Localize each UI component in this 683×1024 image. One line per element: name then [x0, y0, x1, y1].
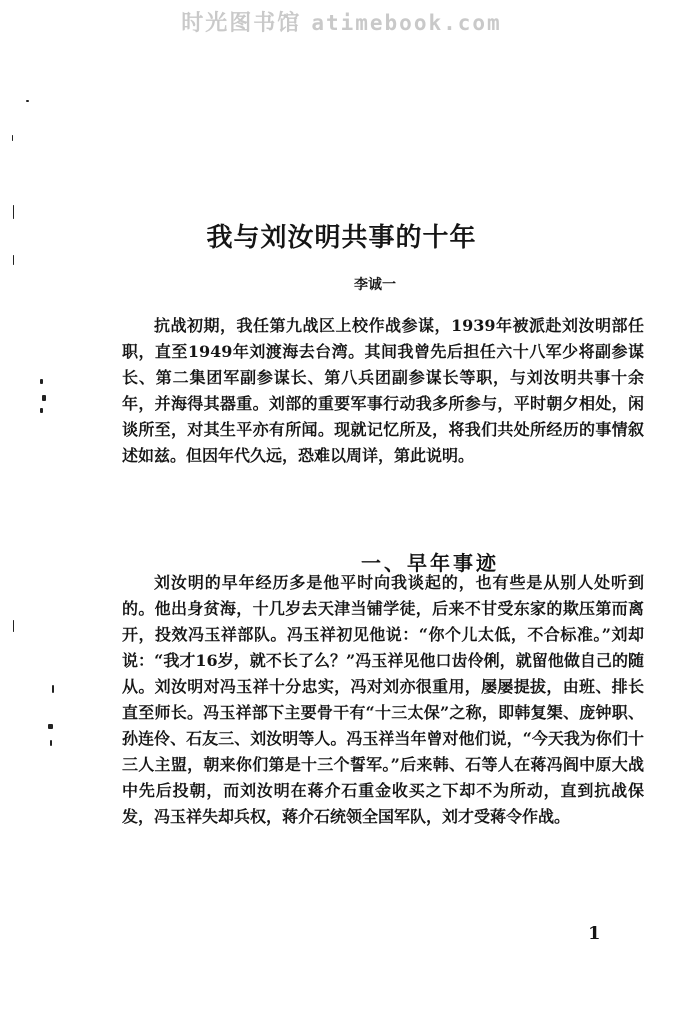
- article-author: 李诚一: [354, 277, 396, 293]
- scan-speck: [13, 255, 14, 265]
- page-number: 1: [588, 923, 601, 944]
- scan-speck: [26, 100, 29, 102]
- scan-speck: [52, 685, 54, 693]
- watermark-cn: 时光图书馆: [181, 11, 302, 36]
- intro-text: 抗战初期，我任第九战区上校作战参谋，1939年被派赴刘汝明部任职，直至1949年刘渡海去台湾。其间我曾先后担任六十八军少将副参谋长、第二集团军副参谋长、第八兵团副参谋长等职，与刘汝明共事十余年，并海得其器重。刘部的重要军事行动我多所参与，平时朝夕相处，闲谈所至，对其生平亦有所闻。现就记忆所及，将我们共处所经历的事情叙述如兹。但因年代久远，恐难以周详，第此说明。: [122, 316, 644, 465]
- watermark: [0, 6, 683, 37]
- scan-speck: [50, 740, 52, 746]
- watermark-url: atimebook.com: [311, 11, 502, 35]
- intro-paragraph: [122, 313, 644, 469]
- body-paragraph: [122, 570, 644, 830]
- article-title: 我与刘汝明共事的十年: [206, 223, 477, 254]
- section-heading: 一、早年事迹: [361, 550, 499, 575]
- scan-speck: [40, 379, 43, 384]
- scan-speck: [12, 135, 13, 141]
- body-text: 刘汝明的早年经历多是他平时向我谈起的，也有些是从别人处听到的。他出身贫海，十几岁去天津当铺学徒，后来不甘受东家的欺压第而离开，投效冯玉祥部队。冯玉祥初见他说：“你个儿太低，不合标准。”刘却说：“我才16岁，就不长了么？”冯玉祥见他口齿伶俐，就留他做自己的随从。刘汝明对冯玉祥十分忠实，冯对刘亦很重用，屡屡提拔，由班、排长直至师长。冯玉祥部下主要骨干有“十三太保”之称，即韩复榘、庞钟职、孙连伶、石友三、刘汝明等人。冯玉祥当年曾对他们说，“今天我为你们十三人主盟，朝来你们第是十三个誓军。”后来韩、石等人在蒋冯阎中原大战中先后投朝，而刘汝明在蒋介石重金收买之下却不为所动，直到抗战保发，冯玉祥失却兵权，蒋介石统领全国军队，刘才受蒋令作战。: [122, 573, 644, 826]
- scan-speck: [40, 408, 43, 413]
- scan-speck: [13, 620, 14, 632]
- scan-speck: [48, 724, 53, 729]
- scan-speck: [42, 395, 46, 401]
